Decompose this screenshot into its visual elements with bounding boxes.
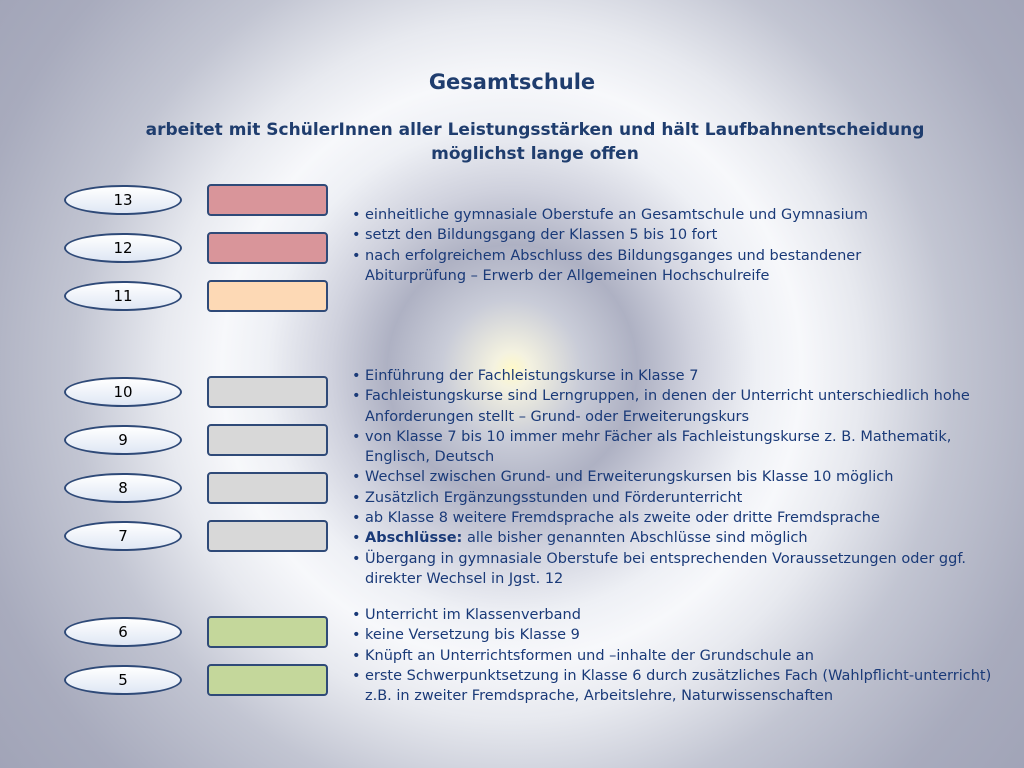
- grade-13-bar: [207, 184, 328, 216]
- mittelstufe-list: [352, 366, 972, 589]
- list-item: • von Klasse 7 bis 10 immer mehr Fächer als Fachleistungskurse z. B. Mathematik, Englisch, Deutsch: [352, 427, 972, 468]
- grade-8-oval: 8: [64, 473, 182, 503]
- subtitle-line-2: möglichst lange offen: [431, 144, 639, 164]
- grade-5-oval: 5: [64, 665, 182, 695]
- list-item: • ab Klasse 8 weitere Fremdsprache als zweite oder dritte Fremdsprache: [352, 508, 972, 528]
- abschluesse-text: alle bisher genannten Abschlüsse sind möglich: [462, 530, 808, 547]
- grade-11-bar: [207, 280, 328, 312]
- grade-9-oval: 9: [64, 425, 182, 455]
- grade-5-bar: [207, 664, 328, 696]
- grade-11-oval: 11: [64, 281, 182, 311]
- grade-6-bar: [207, 616, 328, 648]
- list-item: • Übergang in gymnasiale Oberstufe bei entsprechenden Voraussetzungen oder ggf. direkter Wechsel in Jgst. 12: [352, 549, 972, 590]
- grade-9-bar: [207, 424, 328, 456]
- list-item: • Knüpft an Unterrichtsformen und –inhalte der Grundschule an: [352, 646, 992, 666]
- grade-13-oval: 13: [64, 185, 182, 215]
- grade-6-oval: 6: [64, 617, 182, 647]
- grade-12-oval: 12: [64, 233, 182, 263]
- list-item: • keine Versetzung bis Klasse 9: [352, 625, 992, 645]
- list-item: • erste Schwerpunktsetzung in Klasse 6 durch zusätzliches Fach (Wahlpflicht-unterricht) z.B. in zweiter Fremdsprache, Arbeitslehre, Naturwissenschaften: [352, 666, 992, 707]
- page-title: Gesamtschule: [428, 70, 596, 94]
- unterstufe-list: [352, 605, 992, 706]
- oberstufe-list: [352, 205, 912, 286]
- grade-10-bar: [207, 376, 328, 408]
- list-item: • Zusätzlich Ergänzungsstunden und Förderunterricht: [352, 488, 972, 508]
- grade-7-oval: 7: [64, 521, 182, 551]
- list-item: • nach erfolgreichem Abschluss des Bildungsganges und bestandener Abiturprüfung – Erwerb der Allgemeinen Hochschulreife: [352, 246, 912, 287]
- list-item: • setzt den Bildungsgang der Klassen 5 bis 10 fort: [352, 225, 912, 245]
- page-subtitle: [120, 118, 950, 166]
- abschluesse-label: Abschlüsse:: [365, 530, 463, 547]
- list-item: • einheitliche gymnasiale Oberstufe an Gesamtschule und Gymnasium: [352, 205, 912, 225]
- list-item: • Fachleistungskurse sind Lerngruppen, in denen der Unterricht unterschiedlich hohe Anforderungen stellt – Grund- oder Erweiterungskurs: [352, 386, 972, 427]
- list-item: • Wechsel zwischen Grund- und Erweiterungskursen bis Klasse 10 möglich: [352, 467, 972, 487]
- grade-10-oval: 10: [64, 377, 182, 407]
- subtitle-line-1: arbeitet mit SchülerInnen aller Leistungsstärken und hält Laufbahnentscheidung: [145, 120, 925, 140]
- list-item: • Einführung der Fachleistungskurse in Klasse 7: [352, 366, 972, 386]
- list-item: • Unterricht im Klassenverband: [352, 605, 992, 625]
- grade-12-bar: [207, 232, 328, 264]
- grade-8-bar: [207, 472, 328, 504]
- grade-7-bar: [207, 520, 328, 552]
- list-item-abschluesse: [352, 528, 972, 548]
